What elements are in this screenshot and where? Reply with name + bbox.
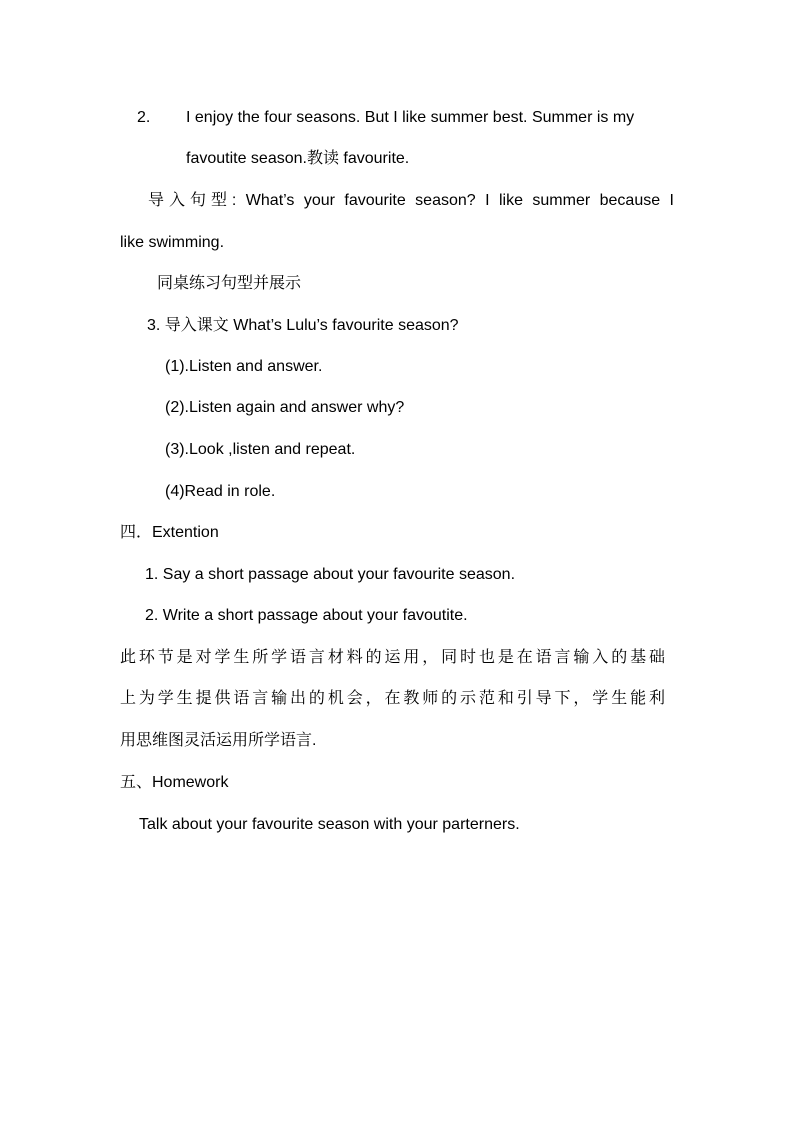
section-4-note-line-1: 此环节是对学生所学语言材料的运用，同时也是在语言输入的基础 xyxy=(120,649,665,666)
section-4-note-line-3: 用思维图灵活运用所学语言. xyxy=(120,732,317,749)
item-3-step-3: (3).Look ,listen and repeat. xyxy=(165,441,356,458)
section-5-heading: 五、Homework xyxy=(120,774,229,791)
item-3-title: 3. 导入课文 What’s Lulu’s favourite season? xyxy=(147,317,459,334)
item-3-step-1: (1).Listen and answer. xyxy=(165,358,323,375)
section-4-heading: 四．Extention xyxy=(120,524,219,541)
item-2-line-2: favoutite season.教读 favourite. xyxy=(186,150,410,167)
section-4-task-2: 2. Write a short passage about your favoutite. xyxy=(145,607,468,624)
item-number-2: 2. xyxy=(137,109,151,126)
section-4-task-1: 1. Say a short passage about your favourite season. xyxy=(145,566,516,583)
pair-practice-text: 同桌练习句型并展示 xyxy=(157,275,302,292)
item-3-step-2: (2).Listen again and answer why? xyxy=(165,399,405,416)
item-2-line-1: I enjoy the four seasons. But I like summer best. Summer is my xyxy=(186,109,635,126)
intro-line-1: 导入句型: What’s your favourite season? I like summer because I xyxy=(148,192,674,209)
section-5-text: Talk about your favourite season with your parterners. xyxy=(139,816,520,833)
section-4-note-line-2: 上为学生提供语言输出的机会，在教师的示范和引导下，学生能利 xyxy=(120,690,665,707)
intro-line-2: like swimming. xyxy=(120,234,225,251)
item-3-step-4: (4)Read in role. xyxy=(165,483,276,500)
